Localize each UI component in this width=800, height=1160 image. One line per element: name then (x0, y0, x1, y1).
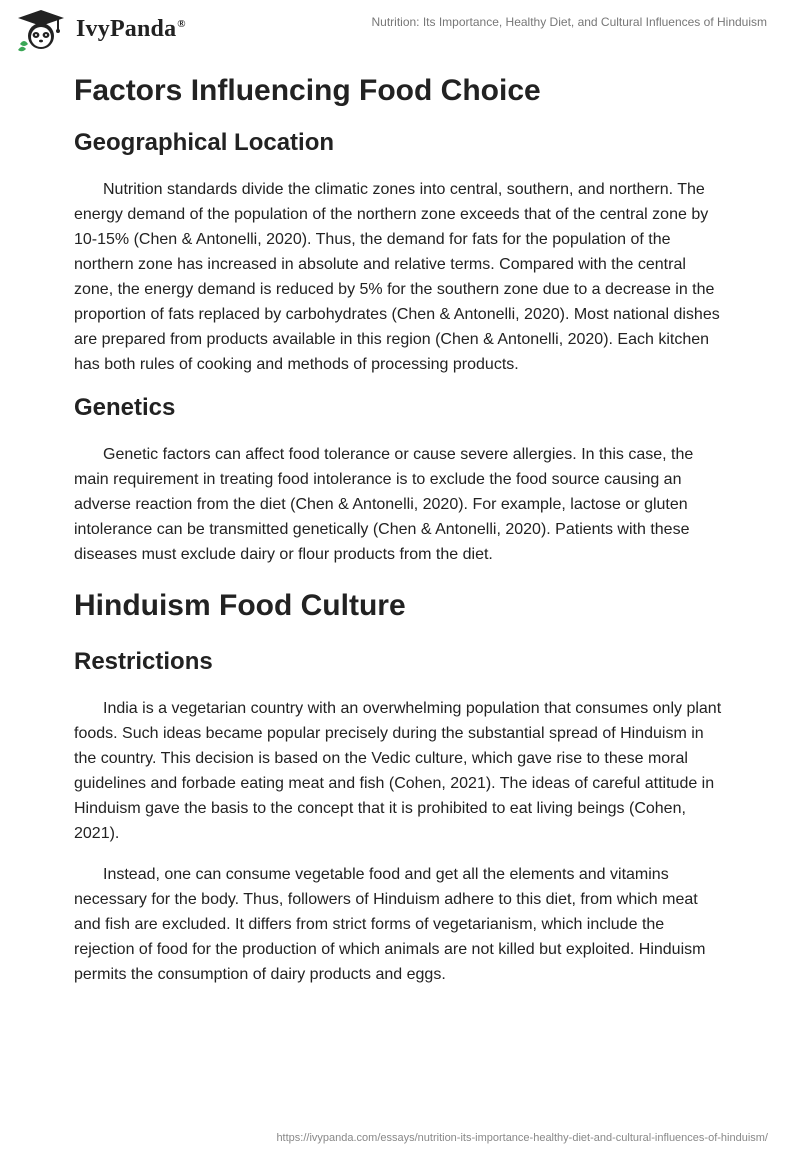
heading-hinduism-food-culture: Hinduism Food Culture (74, 589, 406, 622)
heading-geographical-location: Geographical Location (74, 129, 335, 156)
article-body (74, 70, 728, 987)
page-header (0, 0, 800, 60)
registered-mark: ® (177, 18, 186, 30)
paragraph-restrictions-2: Instead, one can consume vegetable food and get all the elements and vitamins necessary for the body. Thus, followers of Hinduism adhere to this diet, from which meat and fish are excluded. It differs from strict forms of vegetarianism, which include the rejection of food for the production of which animals are not killed but exploited. Hinduism permits the consumption of dairy products and eggs. (74, 866, 706, 983)
panda-logo-icon[interactable] (14, 8, 68, 52)
paragraph-restrictions-1: India is a vegetarian country with an overwhelming population that consumes only plant foods. Such ideas became popular precisely during the substantial spread of Hinduism in the country. This decision is based on the Vedic culture, which gave rise to these moral guidelines and forbade eating meat and fish (Cohen, 2021). The ideas of careful attitude in Hinduism gave the basis to the concept that it is prohibited to eat living beings (Cohen, 2021). (74, 700, 722, 842)
heading-restrictions: Restrictions (74, 648, 213, 675)
document-title: Nutrition: Its Importance, Healthy Diet, and Cultural Influences of Hinduism (371, 15, 767, 29)
heading-factors: Factors Influencing Food Choice (74, 74, 541, 107)
heading-genetics: Genetics (74, 394, 176, 421)
paragraph-geography: Nutrition standards divide the climatic zones into central, southern, and northern. The energy demand of the population of the northern zone exceeds that of the central zone by 10-15% (Chen & Antonelli, 2020). Thus, the demand for fats for the population of the northern zone has increased in absolute and relative terms. Compared with the central zone, the energy demand is reduced by 5% for the southern zone due to a decrease in the proportion of fats replaced by carbohydrates (Chen & Antonelli, 2020). Most national dishes are prepared from products available in this region (Chen & Antonelli, 2020). Each kitchen has both rules of cooking and methods of processing products. (74, 181, 720, 373)
paragraph-genetics: Genetic factors can affect food tolerance or cause severe allergies. In this case, the main requirement in treating food intolerance is to exclude the food source causing an adverse reaction from the diet (Chen & Antonelli, 2020). For example, lactose or gluten intolerance can be transmitted genetically (Chen & Antonelli, 2020). Patients with these diseases must exclude dairy or flour products from the diet. (74, 446, 694, 563)
brand-name[interactable]: IvyPanda® (76, 16, 186, 42)
source-url-link[interactable]: https://ivypanda.com/essays/nutrition-its-importance-healthy-diet-and-cultural-influences-of-hinduism/ (276, 1132, 768, 1144)
